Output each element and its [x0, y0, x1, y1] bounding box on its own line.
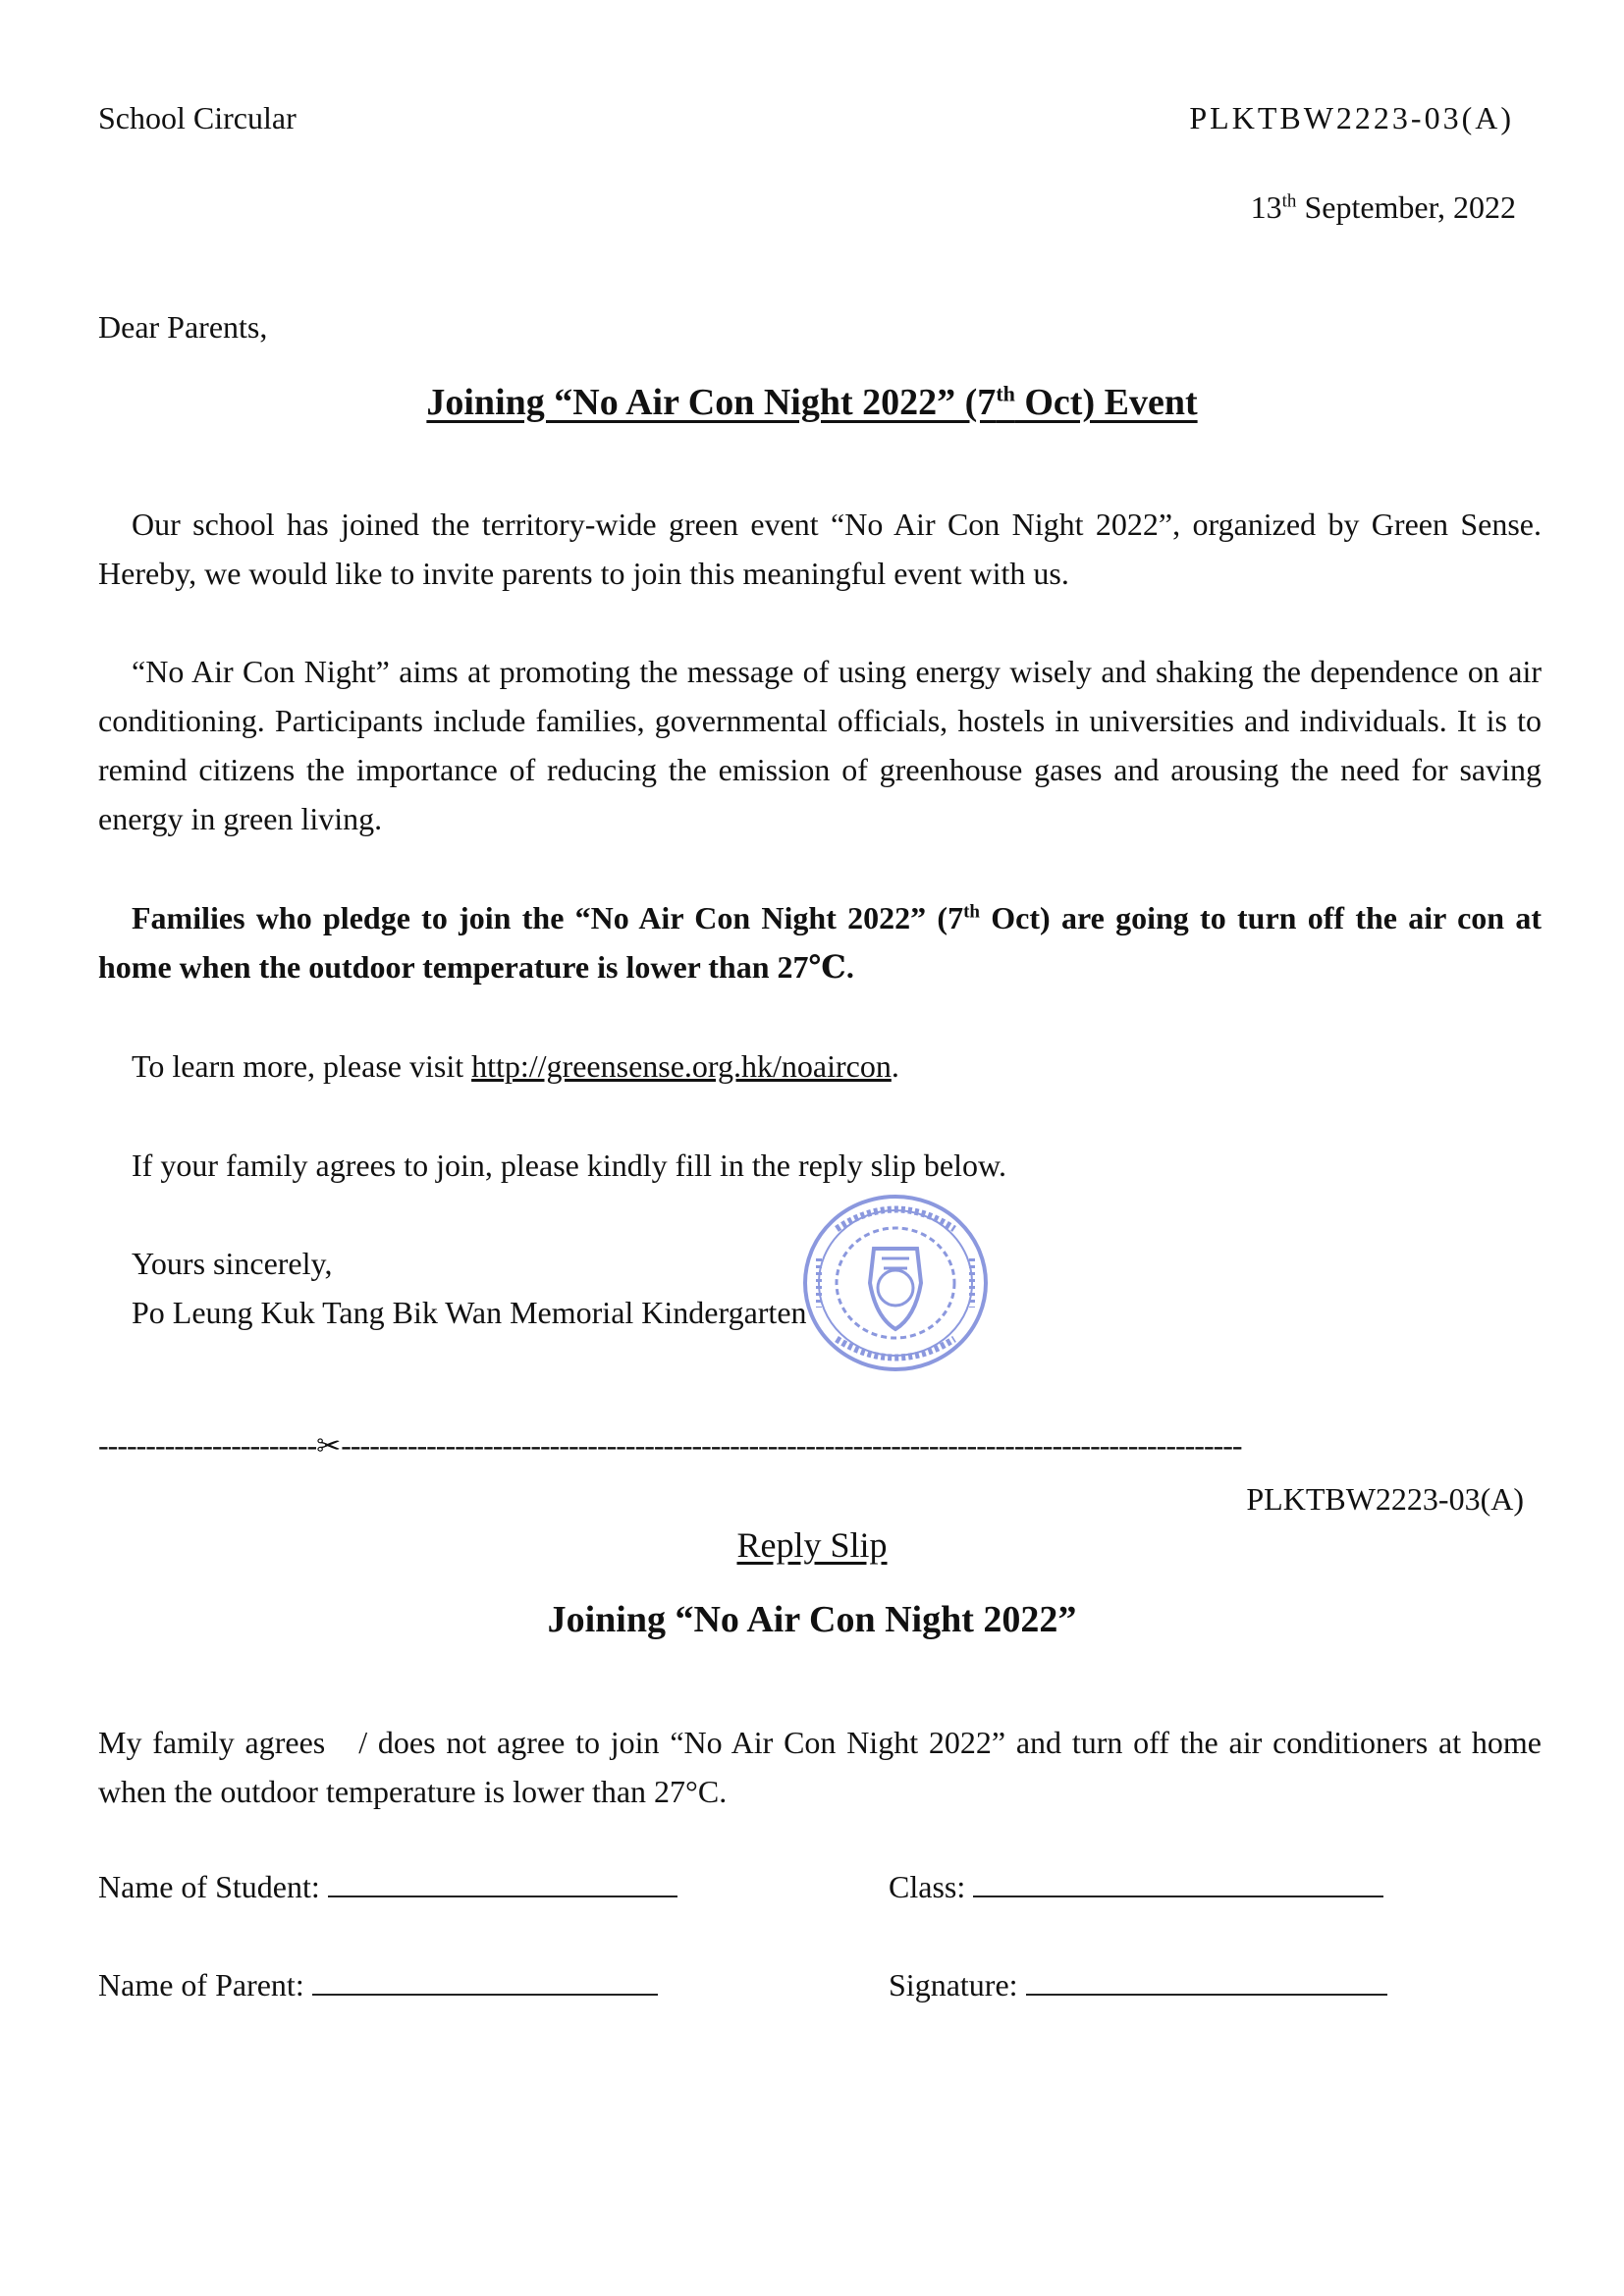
class-label: Class: [889, 1869, 966, 1904]
paragraph-learn-more [98, 1041, 1542, 1091]
cut-line-right: ----------------------------------------------------------------------------------------------- [341, 1427, 1242, 1463]
date-suffix: th [1281, 190, 1297, 212]
signer-text: Po Leung Kuk Tang Bik Wan Memorial Kindergarten [132, 1295, 807, 1330]
paragraph-pledge [98, 893, 1542, 991]
greeting: Dear Parents, [98, 309, 268, 345]
title-suffix: th [996, 381, 1015, 406]
class-field[interactable] [889, 1865, 1383, 1908]
paragraph-aims-text: “No Air Con Night” aims at promoting the message of using energy wisely and shaking the dependence on air conditioning. Participants include families, governmental officials, hostels in universities and individuals. It is to remind citizens the importance of reducing the emission of greenhouse gases and arousing the need for saving energy in green living. [98, 654, 1542, 836]
school-seal-stamp [797, 1190, 994, 1376]
slip-reference: PLKTBW2223-03(A) [1246, 1481, 1524, 1517]
student-name-field[interactable] [98, 1865, 677, 1908]
class-blank[interactable] [973, 1866, 1383, 1897]
paragraph-intro [98, 500, 1542, 598]
parent-name-label: Name of Parent: [98, 1967, 304, 2002]
student-name-blank[interactable] [328, 1866, 677, 1897]
cut-line-left: ----------------------- [98, 1427, 317, 1463]
date-month-year: September, 2022 [1296, 189, 1516, 225]
pledge-text-start: Families who pledge to join the “No Air Con Night 2022” (7 [132, 900, 964, 935]
pledge-suffix: th [963, 901, 980, 923]
student-name-label: Name of Student: [98, 1869, 320, 1904]
learn-more-text: To learn more, please visit [132, 1048, 472, 1084]
signature-blank[interactable] [1026, 1964, 1387, 1996]
title-text-end: Oct) Event [1014, 382, 1198, 423]
circular-reference: PLKTBW2223-03(A) [1189, 100, 1514, 135]
learn-more-period: . [891, 1048, 899, 1084]
paragraph-reply-instruction [98, 1141, 1542, 1190]
date-day: 13 [1250, 189, 1282, 225]
document-type: School Circular [98, 100, 297, 135]
greensense-link[interactable]: http://greensense.org.hk/noaircon [471, 1048, 892, 1084]
paragraph-intro-text: Our school has joined the territory-wide green event “No Air Con Night 2022”, organized by Green Sense. Hereby, we would like to invite parents to join this meaningful event with us. [98, 507, 1542, 591]
parent-name-field[interactable] [98, 1963, 658, 2006]
reply-slip-heading: Reply Slip [736, 1525, 888, 1565]
circular-date [1251, 183, 1516, 232]
reply-instruction-text: If your family agrees to join, please kindly fill in the reply slip below. [132, 1148, 1007, 1183]
signature-field[interactable] [889, 1963, 1387, 2006]
agrees-option[interactable]: My family agrees [98, 1725, 326, 1760]
title-text-start: Joining “No Air Con Night 2022” (7 [426, 382, 997, 423]
closing-text: Yours sincerely, [132, 1246, 333, 1281]
parent-name-blank[interactable] [312, 1964, 658, 1996]
pledge-text-end: Oct) are going to turn off the air con at home when the outdoor temperature is lower than 27℃. [98, 900, 1543, 985]
cut-line [98, 1425, 1512, 1465]
signature-label: Signature: [889, 1967, 1018, 2002]
agreement-statement [98, 1718, 1542, 1816]
reply-slip-title: Joining “No Air Con Night 2022” [547, 1599, 1077, 1640]
paragraph-aims [98, 647, 1542, 843]
circular-title [0, 373, 1624, 432]
scissors-icon: ✂ [316, 1429, 342, 1464]
agreement-statement-rest: / does not agree to join “No Air Con Night 2022” and turn off the air conditioners at home when the outdoor temperature is lower than 27°C. [98, 1725, 1543, 1809]
